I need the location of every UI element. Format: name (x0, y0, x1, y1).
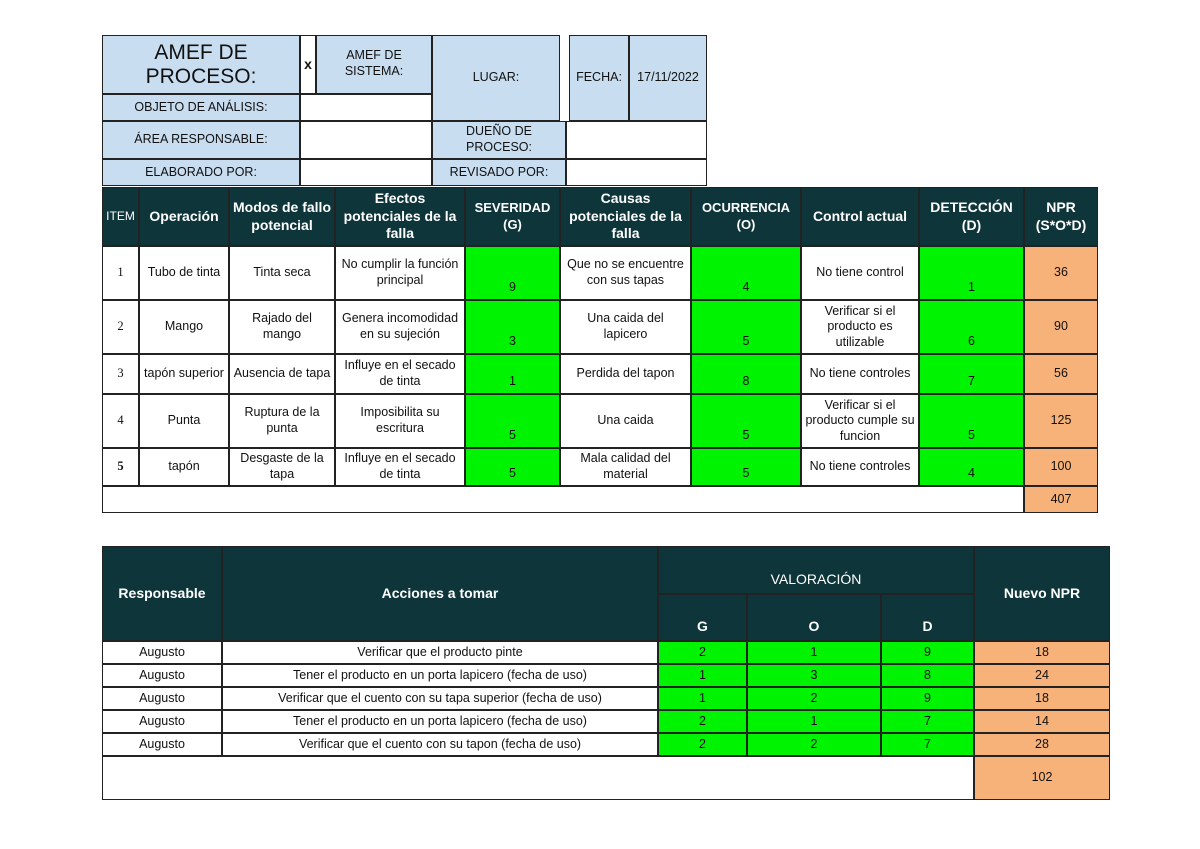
row-deteccion: 4 (919, 448, 1024, 486)
action-npr: 18 (974, 687, 1110, 710)
action-d: 7 (881, 733, 974, 756)
th-g: G (658, 594, 747, 641)
th-efecto: Efectos potenciales de la falla (335, 187, 465, 246)
row-severidad: 9 (465, 246, 560, 300)
npr-total: 407 (1024, 486, 1098, 513)
row-modo: Tinta seca (229, 246, 335, 300)
row-ocurrencia: 5 (691, 300, 801, 354)
row-ocurrencia: 4 (691, 246, 801, 300)
th-ocurrencia: OCURRENCIA (O) (691, 187, 801, 246)
row-npr: 100 (1024, 448, 1098, 486)
action-o: 1 (747, 710, 881, 733)
amef-sistema-label: AMEF DE SISTEMA: (316, 35, 432, 94)
action-npr: 14 (974, 710, 1110, 733)
row-npr: 56 (1024, 354, 1098, 394)
row-deteccion: 5 (919, 394, 1024, 448)
dueno-value (566, 121, 707, 159)
action-g: 2 (658, 641, 747, 664)
action-o: 3 (747, 664, 881, 687)
action-text: Tener el producto en un porta lapicero (fecha de uso) (222, 664, 658, 687)
objeto-label: OBJETO DE ANÁLISIS: (102, 94, 300, 121)
th-npr: NPR (S*O*D) (1024, 187, 1098, 246)
row-severidad: 5 (465, 394, 560, 448)
action-npr: 18 (974, 641, 1110, 664)
th-severidad: SEVERIDAD (G) (465, 187, 560, 246)
th-operacion: Operación (139, 187, 229, 246)
action-g: 2 (658, 710, 747, 733)
lugar-label: LUGAR: (432, 35, 560, 121)
row-operacion: Punta (139, 394, 229, 448)
row-ocurrencia: 5 (691, 448, 801, 486)
action-o: 2 (747, 733, 881, 756)
row-deteccion: 1 (919, 246, 1024, 300)
action-text: Verificar que el cuento con su tapon (fecha de uso) (222, 733, 658, 756)
row-item: 5 (102, 448, 139, 486)
action-d: 7 (881, 710, 974, 733)
th-causa: Causas potenciales de la falla (560, 187, 691, 246)
action-npr: 28 (974, 733, 1110, 756)
row-item: 3 (102, 354, 139, 394)
action-npr: 24 (974, 664, 1110, 687)
th-valoracion: VALORACIÓN (658, 546, 974, 594)
row-causa: Una caida (560, 394, 691, 448)
row-ocurrencia: 5 (691, 394, 801, 448)
th-responsable: Responsable (102, 546, 222, 641)
action-responsable: Augusto (102, 733, 222, 756)
row-control: No tiene control (801, 246, 919, 300)
action-responsable: Augusto (102, 664, 222, 687)
action-text: Verificar que el cuento con su tapa superior (fecha de uso) (222, 687, 658, 710)
revisado-value (566, 159, 707, 186)
action-d: 9 (881, 641, 974, 664)
action-total-blank (102, 756, 974, 800)
action-o: 2 (747, 687, 881, 710)
th-d: D (881, 594, 974, 641)
action-text: Tener el producto en un porta lapicero (fecha de uso) (222, 710, 658, 733)
row-severidad: 1 (465, 354, 560, 394)
row-causa: Mala calidad del material (560, 448, 691, 486)
objeto-value (300, 94, 432, 121)
action-responsable: Augusto (102, 710, 222, 733)
action-text: Verificar que el producto pinte (222, 641, 658, 664)
action-responsable: Augusto (102, 641, 222, 664)
row-npr: 90 (1024, 300, 1098, 354)
area-label: ÁREA RESPONSABLE: (102, 121, 300, 159)
nuevo-npr-total: 102 (974, 756, 1110, 800)
row-efecto: Influye en el secado de tinta (335, 354, 465, 394)
total-row-blank (102, 486, 1024, 513)
th-control: Control actual (801, 187, 919, 246)
th-nuevo-npr: Nuevo NPR (974, 546, 1110, 641)
row-npr: 125 (1024, 394, 1098, 448)
action-d: 8 (881, 664, 974, 687)
row-npr: 36 (1024, 246, 1098, 300)
row-control: No tiene controles (801, 448, 919, 486)
row-item: 2 (102, 300, 139, 354)
row-operacion: Tubo de tinta (139, 246, 229, 300)
amef-proceso-label: AMEF DE PROCESO: (102, 35, 300, 94)
action-g: 1 (658, 687, 747, 710)
action-d: 9 (881, 687, 974, 710)
row-efecto: Genera incomodidad en su sujeción (335, 300, 465, 354)
row-severidad: 5 (465, 448, 560, 486)
row-operacion: tapón superior (139, 354, 229, 394)
row-deteccion: 7 (919, 354, 1024, 394)
row-modo: Ausencia de tapa (229, 354, 335, 394)
row-control: Verificar si el producto cumple su funcion (801, 394, 919, 448)
action-o: 1 (747, 641, 881, 664)
row-causa: Una caida del lapicero (560, 300, 691, 354)
row-ocurrencia: 8 (691, 354, 801, 394)
row-modo: Rajado del mango (229, 300, 335, 354)
row-causa: Perdida del tapon (560, 354, 691, 394)
elaborado-value (300, 159, 432, 186)
row-control: No tiene controles (801, 354, 919, 394)
row-item: 4 (102, 394, 139, 448)
action-g: 2 (658, 733, 747, 756)
row-operacion: Mango (139, 300, 229, 354)
action-responsable: Augusto (102, 687, 222, 710)
row-control: Verificar si el producto es utilizable (801, 300, 919, 354)
row-causa: Que no se encuentre con sus tapas (560, 246, 691, 300)
fecha-label: FECHA: (569, 35, 629, 121)
row-efecto: Influye en el secado de tinta (335, 448, 465, 486)
area-value (300, 121, 432, 159)
th-o: O (747, 594, 881, 641)
action-g: 1 (658, 664, 747, 687)
row-modo: Ruptura de la punta (229, 394, 335, 448)
th-modo: Modos de fallo potencial (229, 187, 335, 246)
th-deteccion: DETECCIÓN (D) (919, 187, 1024, 246)
row-efecto: Imposibilita su escritura (335, 394, 465, 448)
elaborado-label: ELABORADO POR: (102, 159, 300, 186)
th-item: ITEM (102, 187, 139, 246)
row-deteccion: 6 (919, 300, 1024, 354)
row-modo: Desgaste de la tapa (229, 448, 335, 486)
dueno-label: DUEÑO DE PROCESO: (432, 121, 566, 159)
row-efecto: No cumplir la función principal (335, 246, 465, 300)
row-operacion: tapón (139, 448, 229, 486)
amef-proceso-mark: x (300, 35, 316, 94)
th-acciones: Acciones a tomar (222, 546, 658, 641)
row-severidad: 3 (465, 300, 560, 354)
revisado-label: REVISADO POR: (432, 159, 566, 186)
fecha-value: 17/11/2022 (629, 35, 707, 121)
row-item: 1 (102, 246, 139, 300)
